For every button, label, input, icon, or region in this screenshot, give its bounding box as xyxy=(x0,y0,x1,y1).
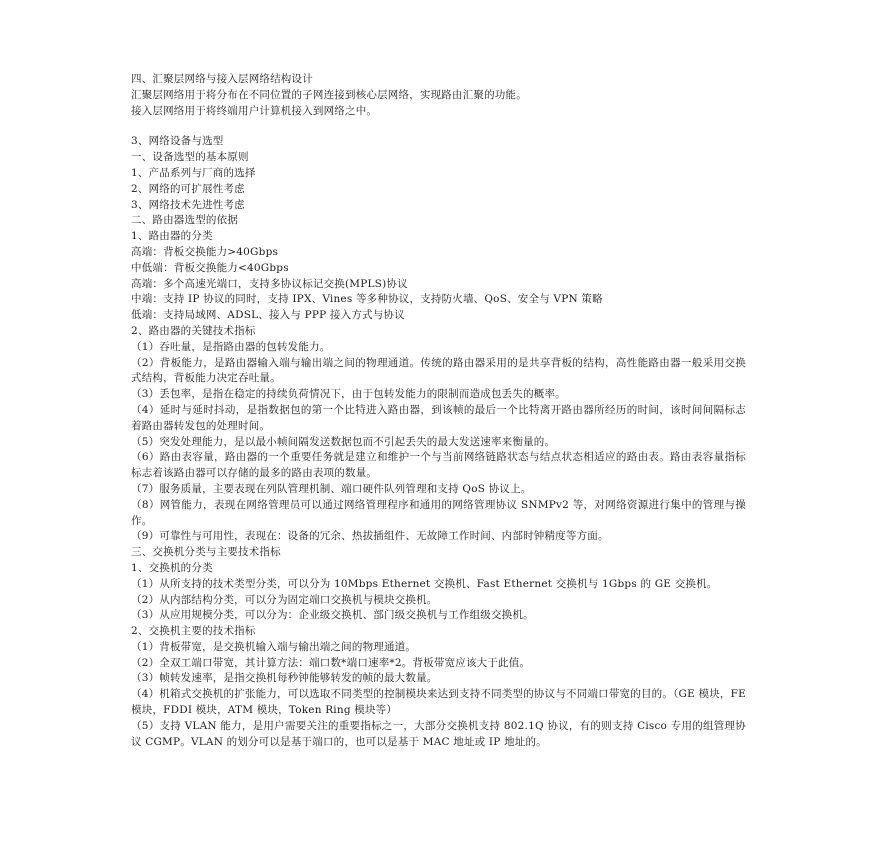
list-item: （5）支持 VLAN 能力，是用户需要关注的重要指标之一，大部分交换机支持 802.1Q 协议，有的则支持 Cisco 专用的组管理协议 CGMP。VLAN 的划分可以是基于端口的，也可以是基于 MAC 地址或 IP 地址的。 xyxy=(131,719,746,748)
paragraph-line: 中端：支持 IP 协议的同时，支持 IPX、Vines 等多种协议，支持防火墙、QoS、安全与 VPN 策略 xyxy=(131,293,603,306)
paragraph-line: 汇聚层网络用于将分布在不同位置的子网连接到核心层网络，实现路由汇聚的功能。 xyxy=(131,88,527,101)
list-item: （1）吞吐量，是指路由器的包转发能力。 xyxy=(131,340,331,353)
list-item: 2、交换机主要的技术指标 xyxy=(131,625,256,638)
section-heading: 二、路由器选型的依据 xyxy=(131,214,238,227)
list-item: （2）背板能力，是路由器输入端与输出端之间的物理通道。传统的路由器采用的是共享背板的结构，高性能路由器一般采用交换式结构，背板能力决定吞吐量。 xyxy=(131,356,746,385)
list-item: （2）全双工端口带宽，其计算方法：端口数*端口速率*2。背板带宽应该大于此值。 xyxy=(131,656,531,669)
paragraph-line: 接入层网络用于将终端用户计算机接入到网络之中。 xyxy=(131,104,378,117)
list-item: （3）帧转发速率，是指交换机每秒钟能够转发的帧的最大数量。 xyxy=(131,672,438,685)
list-item: 3、网络技术先进性考虑 xyxy=(131,198,245,211)
list-item: 1、路由器的分类 xyxy=(131,230,213,243)
list-item: 1、交换机的分类 xyxy=(131,561,213,574)
list-item: （3）丢包率，是指在稳定的持续负荷情况下，由于包转发能力的限制而造成包丢失的概率。 xyxy=(131,388,566,401)
list-item: 2、网络的可扩展性考虑 xyxy=(131,182,245,195)
list-item: （4）机箱式交换机的扩张能力，可以选取不同类型的控制模块来达到支持不同类型的协议与不同端口带宽的目的。（GE 模块，FE 模块，FDDI 模块，ATM 模块，Token Ring 模块等） xyxy=(131,688,746,717)
list-item: 1、产品系列与厂商的选择 xyxy=(131,166,256,179)
list-item: （9）可靠性与可用性，表现在：设备的冗余、热拔插组件、无故障工作时间、内部时钟精度等方面。 xyxy=(131,530,609,543)
list-item: （7）服务质量，主要表现在列队管理机制、端口硬件队列管理和支持 QoS 协议上。 xyxy=(131,482,532,495)
list-item: （2）从内部结构分类，可以分为固定端口交换机与模块交换机。 xyxy=(131,593,438,606)
list-item: 2、路由器的关键技术指标 xyxy=(131,324,256,337)
paragraph-line: 中低端：背板交换能力<40Gbps xyxy=(131,261,289,274)
document-body xyxy=(131,72,746,750)
section-heading: 一、设备选型的基本原则 xyxy=(131,151,249,164)
list-item: （6）路由表容量，路由器的一个重要任务就是建立和维护一个与当前网络链路状态与结点状态相适应的路由表。路由表容量指标标志着该路由器可以存储的最多的路由表项的数量。 xyxy=(131,451,746,480)
paragraph-line: 高端：背板交换能力>40Gbps xyxy=(131,245,279,258)
list-item: （8）网管能力，表现在网络管理员可以通过网络管理程序和通用的网络管理协议 SNMPv2 等，对网络资源进行集中的管理与操作。 xyxy=(131,498,746,527)
list-item: （1）从所支持的技术类型分类，可以分为 10Mbps Ethernet 交换机、Fast Ethernet 交换机与 1Gbps 的 GE 交换机。 xyxy=(131,577,718,590)
list-item: （5）突发处理能力，是以最小帧间隔发送数据包而不引起丢失的最大发送速率来衡量的。 xyxy=(131,435,556,448)
paragraph-line: 低端：支持局域网、ADSL、接入与 PPP 接入方式与协议 xyxy=(131,309,405,322)
list-item: （1）背板带宽，是交换机输入端与输出端之间的物理通道。 xyxy=(131,640,417,653)
list-item: （4）延时与延时抖动，是指数据包的第一个比特进入路由器，到该帧的最后一个比特离开路由器所经历的时间，该时间间隔标志着路由器转发包的处理时间。 xyxy=(131,403,746,432)
list-item: （3）从应用规模分类，可以分为：企业级交换机、部门级交换机与工作组级交换机。 xyxy=(131,609,534,622)
section-heading: 3、网络设备与选型 xyxy=(131,135,224,148)
section-heading: 三、交换机分类与主要技术指标 xyxy=(131,546,281,559)
spacer xyxy=(131,119,746,134)
paragraph-line: 高端：多个高速光端口，支持多协议标记交换(MPLS)协议 xyxy=(131,277,408,290)
section-heading: 四、汇聚层网络与接入层网络结构设计 xyxy=(131,73,313,85)
